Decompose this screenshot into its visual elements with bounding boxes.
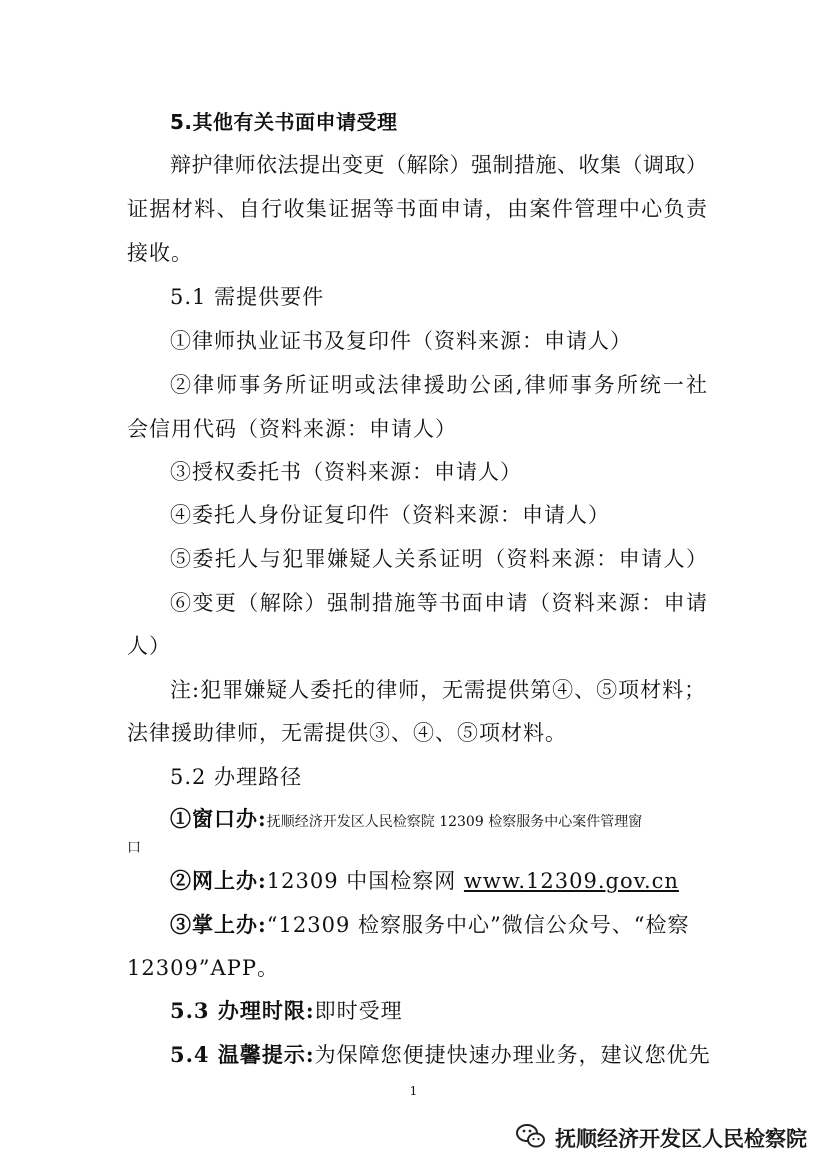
s51-item-5: ⑤委托人与犯罪嫌疑人关系证明（资料来源：申请人） <box>170 547 707 571</box>
procuratorate-website-link[interactable]: www.12309.gov.cn <box>463 869 679 893</box>
intro-line-3: 接收。 <box>127 241 193 265</box>
watermark-text: 抚顺经济开发区人民检察院 <box>555 1127 807 1151</box>
intro-line-1: 辩护律师依法提出变更（解除）强制措施、收集（调取） <box>170 153 707 177</box>
s51-item-2-line-2: 会信用代码（资料来源：申请人） <box>127 417 457 441</box>
route-3-label: ③掌上办: <box>170 912 267 937</box>
s51-item-2-line-1: ②律师事务所证明或法律援助公函,律师事务所统一社 <box>170 373 707 397</box>
s54-heading: 5.4 温馨提示: <box>170 1042 315 1067</box>
s52-route-3-line-2: 12309”APP。 <box>127 956 279 980</box>
s52-heading: 5.2 办理路径 <box>170 765 303 789</box>
s53-line <box>170 996 707 1026</box>
route-3-text: “12309 检察服务中心”微信公众号、“检察 <box>266 913 690 937</box>
route-2-text: 12309 中国检察网 <box>266 869 464 893</box>
s51-item-6-line-1: ⑥变更（解除）强制措施等书面申请（资料来源：申请 <box>170 591 707 615</box>
s51-item-1: ①律师执业证书及复印件（资料来源：申请人） <box>170 329 632 353</box>
watermark <box>515 1120 807 1156</box>
s52-route-3 <box>170 910 707 940</box>
section-title: 5.其他有关书面申请受理 <box>170 110 398 134</box>
wechat-icon <box>515 1122 547 1154</box>
s52-route-2 <box>170 866 707 896</box>
s51-item-3: ③授权委托书（资料来源：申请人） <box>170 460 522 484</box>
s51-item-4: ④委托人身份证复印件（资料来源：申请人） <box>170 503 610 527</box>
s54-text: 为保障您便捷快速办理业务，建议您优先 <box>314 1043 711 1067</box>
route-1-label: ①窗口办: <box>170 806 267 831</box>
s51-item-6-line-2: 人） <box>127 634 171 658</box>
s51-note-line-1: 注:犯罪嫌疑人委托的律师，无需提供第④、⑤项材料； <box>170 678 707 702</box>
s51-note-line-2: 法律援助律师，无需提供③、④、⑤项材料。 <box>127 721 567 745</box>
s54-line <box>170 1040 711 1070</box>
route-2-label: ②网上办: <box>170 868 267 893</box>
intro-line-2: 证据材料、自行收集证据等书面申请，由案件管理中心负责 <box>127 197 707 221</box>
s53-text: 即时受理 <box>314 999 403 1023</box>
s52-route-1-line-2: 口 <box>127 840 141 856</box>
s53-heading: 5.3 办理时限: <box>170 998 315 1023</box>
route-1-text: 抚顺经济开发区人民检察院 12309 检察服务中心案件管理窗 <box>266 814 643 830</box>
s51-heading: 5.1 需提供要件 <box>170 285 325 309</box>
page-number: 1 <box>409 1084 418 1098</box>
